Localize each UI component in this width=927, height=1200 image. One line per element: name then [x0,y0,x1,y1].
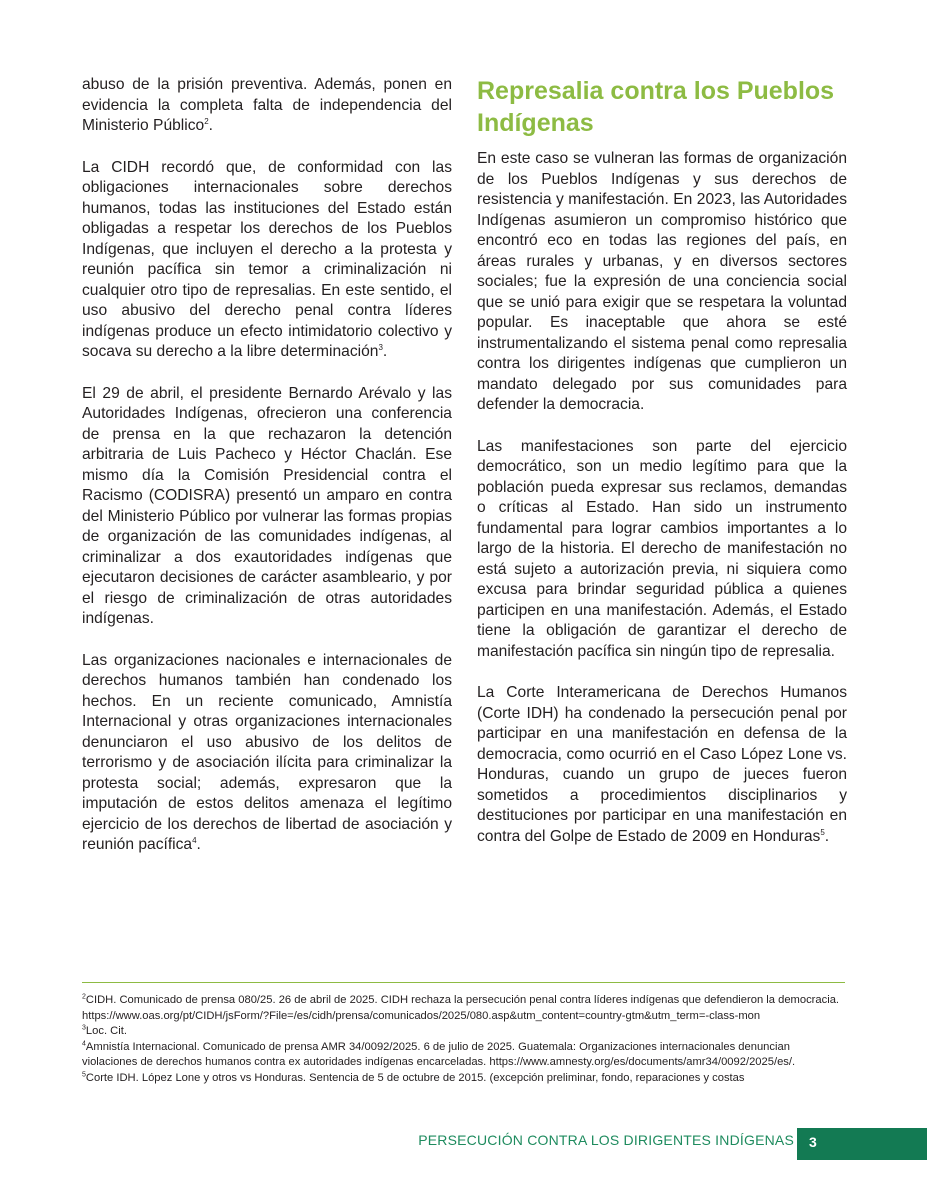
page-number: 3 [809,1134,817,1150]
footnote-number: 2 [82,993,86,1001]
paragraph-text: La Corte Interamericana de Derechos Humanos (Corte IDH) ha condenado la persecución penal por participar en una manifestación en defensa de la democracia, como ocurrió en el Caso López Lone vs. Honduras, cuando un grupo de jueces fueron sometidos a procedimientos disciplinarios y destituciones por participar en una manifestación en contra del Golpe de Estado de 2009 en Honduras [477,684,847,845]
running-footer-title: PERSECUCIÓN CONTRA LOS DIRIGENTES INDÍGENAS [418,1132,794,1148]
body-paragraph [82,158,452,363]
footnote-ref[interactable]: 4 [192,835,197,845]
body-paragraph [82,75,452,137]
footnote-ref[interactable]: 3 [378,342,383,352]
footnote-number: 4 [82,1039,86,1047]
body-paragraph [477,149,847,416]
footnote-ref[interactable]: 5 [820,827,825,837]
footnote-text: Loc. Cit. [85,1025,127,1037]
body-paragraph [477,683,847,847]
left-column [82,75,452,877]
footnote-text[interactable]: CIDH. Comunicado de prensa 080/25. 26 de abril de 2025. CIDH rechaza la persecución penal contra líderes indígenas que defendieron la democracia. https://www.oas.org/pt/CIDH/jsForm/?File=/es/cidh/prensa/comunicados/2025/080.asp&utm_content=country-gtm&utm_term=-class-mon [82,994,840,1022]
body-paragraph [477,437,847,663]
footnote-item [82,993,847,1024]
paragraph-end: . [208,117,213,134]
paragraph-text: Las manifestaciones son parte del ejercicio democrático, son un medio legítimo para que la población pueda expresar sus reclamos, demandas o críticas al Estado. Han sido un instrumento fundamental para lograr cambios importantes a lo largo de la historia. El derecho de manifestación no está sujeto a autorización previa, ni siquiera como excusa para brindar seguridad pública a quienes participen en una manifestación. Además, el Estado tiene la obligación de garantizar el derecho de manifestación pacífica sin ningún tipo de represalia. [477,437,847,660]
footnote-divider [82,982,845,983]
paragraph-text: Las organizaciones nacionales e internacionales de derechos humanos también han condenado los hechos. En un reciente comunicado, Amnistía Internacional y otras organizaciones internacionales denunciaron el uso abusivo de los delitos de terrorismo y de asociación ilícita para criminalizar la protesta social; además, expresaron que la imputación de estos delitos amenaza el legítimo ejercicio de los derechos de libertad de asociación y reunión pacífica [82,651,452,853]
paragraph-text: La CIDH recordó que, de conformidad con las obligaciones internacionales sobre derechos humanos, todas las instituciones del Estado están obligadas a respetar los derechos de los Pueblos Indígenas, que incluyen el derecho a la protesta y reunión pacífica sin temor a criminalización ni cualquier otro tipo de represalias. En este sentido, el uso abusivo del derecho penal contra líderes indígenas produce un efecto intimidatorio colectivo y socava su derecho a la libre determinación [82,158,452,360]
paragraph-end: . [196,836,201,853]
footnote-number: 3 [82,1024,86,1032]
footnote-item [82,1040,847,1071]
body-paragraph [82,384,452,630]
page-number-box [797,1128,927,1160]
paragraph-end: . [382,343,388,360]
footnote-item [82,1024,847,1040]
footnote-number: 5 [82,1070,86,1078]
paragraph-end: . [824,827,830,845]
footnote-item [82,1071,847,1087]
body-paragraph [82,651,452,856]
footnote-ref[interactable]: 2 [204,116,209,126]
footnote-text: Corte IDH. López Lone y otros vs Honduras. Sentencia de 5 de octubre de 2015. (excepción preliminar, fondo, reparaciones y costas [85,1071,745,1084]
footnote-text[interactable]: Amnistía Internacional. Comunicado de prensa AMR 34/0092/2025. 6 de julio de 2025. Guatemala: Organizaciones internacionales denuncian violaciones de derechos humanos contra ex autoridades indígenas encarceladas. https://www.amnesty.org/es/documents/amr34/0092/2025/es/. [82,1040,796,1068]
paragraph-text: El 29 de abril, el presidente Bernardo Arévalo y las Autoridades Indígenas, ofrecieron una conferencia de prensa en la que rechazaron la detención arbitraria de Luis Pacheco y Héctor Chaclán. Ese mismo día la Comisión Presidencial contra el Racismo (CODISRA) presentó un amparo en contra del Ministerio Público por vulnerar las formas propias de organización de las comunidades indígenas, al criminalizar a dos exautoridades indígenas que ejecutaron decisiones de carácter asambleario, y por el riesgo de criminalización de otras autoridades indígenas. [82,384,452,627]
paragraph-text: En este caso se vulneran las formas de organización de los Pueblos Indígenas y sus derechos de resistencia y manifestación. En 2023, las Autoridades Indígenas asumieron un compromiso histórico que encontró eco en todas las regiones del país, en áreas rurales y urbanas, y en diversos sectores sociales; fue la expresión de una conciencia social que se unió para exigir que se respetara la voluntad popular. Es inaceptable que ahora se esté instrumentalizando el sistema penal como represalia contra los dirigentes indígenas que cumplieron un mandato delegado por sus comunidades para defender la democracia. [477,150,847,413]
right-column [477,75,847,868]
footnotes [82,993,847,1086]
paragraph-text: abuso de la prisión preventiva. Además, ponen en evidencia la completa falta de independencia del Ministerio Público [82,76,452,134]
section-heading: Represalia contra los Pueblos Indígenas [477,77,835,137]
